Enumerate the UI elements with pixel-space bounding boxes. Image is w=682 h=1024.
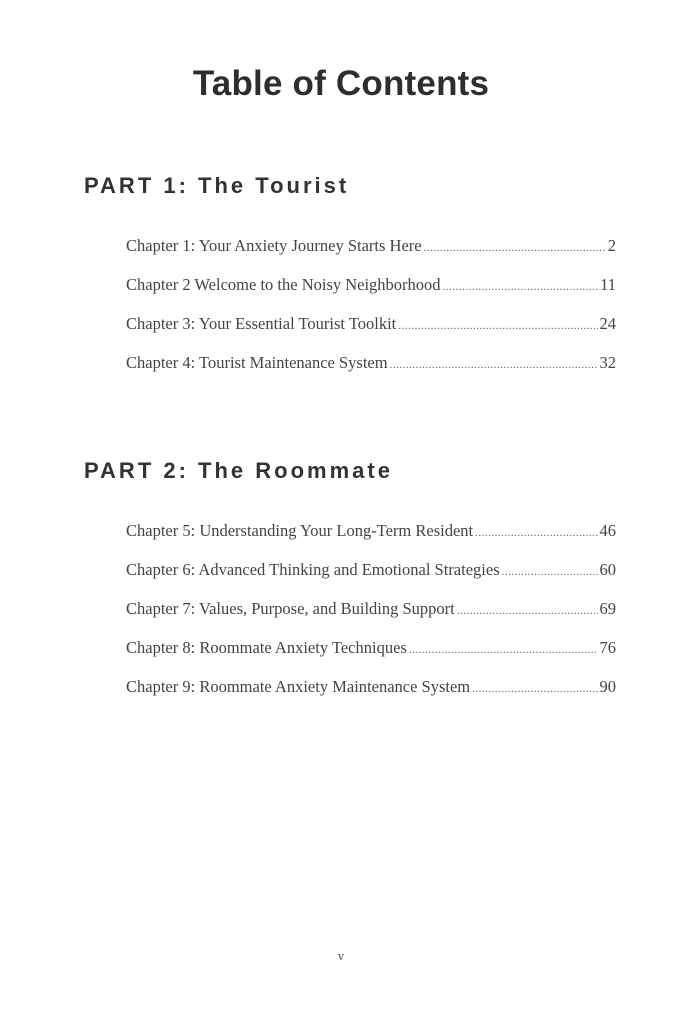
chapter-title: Chapter 4: Tourist Maintenance System [126,353,388,372]
toc-entry-chapter-5[interactable] [126,521,616,560]
page-title: Table of Contents [192,64,490,103]
chapter-title: Chapter 1: Your Anxiety Journey Starts Here [126,236,422,255]
dot-leader [502,566,598,578]
part-2-heading: PART 2: The Roommate [84,458,393,483]
chapter-page-number: 46 [599,521,616,540]
chapter-title: Chapter 8: Roommate Anxiety Techniques [126,638,407,657]
dot-leader [443,281,599,293]
chapter-title: Chapter 9: Roommate Anxiety Maintenance System [126,677,471,696]
chapter-page-number: 2 [607,236,616,255]
toc-entry-chapter-8[interactable] [126,638,616,677]
toc-entry-chapter-6[interactable] [126,560,616,599]
chapter-title: Chapter 3: Your Essential Tourist Toolkit [126,314,397,333]
chapter-page-number: 11 [600,275,616,294]
dot-leader [424,242,606,254]
chapter-page-number: 60 [599,560,616,579]
dot-leader [475,527,597,539]
chapter-page-number: 24 [599,314,616,333]
part-2-chapter-list [126,521,616,716]
toc-entry-chapter-4[interactable] [126,353,616,392]
dot-leader [472,683,597,695]
toc-entry-chapter-9[interactable] [126,677,616,716]
toc-entry-chapter-3[interactable] [126,314,616,353]
part-1-heading: PART 1: The Tourist [84,173,350,198]
toc-entry-chapter-2[interactable] [126,275,616,314]
page-number-footer: v [337,948,345,963]
chapter-title: Chapter 6: Advanced Thinking and Emotional Strategies [126,560,500,579]
dot-leader [457,605,598,617]
dot-leader [398,320,597,332]
dot-leader [409,644,598,656]
toc-entry-chapter-1[interactable] [126,236,616,275]
chapter-page-number: 32 [599,353,616,372]
chapter-title: Chapter 2 Welcome to the Noisy Neighborhood [126,275,441,294]
part-1-chapter-list [126,236,616,392]
chapter-page-number: 69 [599,599,616,618]
chapter-page-number: 90 [599,677,616,696]
chapter-title: Chapter 5: Understanding Your Long-Term Resident [126,521,474,540]
toc-entry-chapter-7[interactable] [126,599,616,638]
chapter-title: Chapter 7: Values, Purpose, and Building Support [126,599,455,618]
chapter-page-number: 76 [599,638,616,657]
dot-leader [390,359,598,371]
